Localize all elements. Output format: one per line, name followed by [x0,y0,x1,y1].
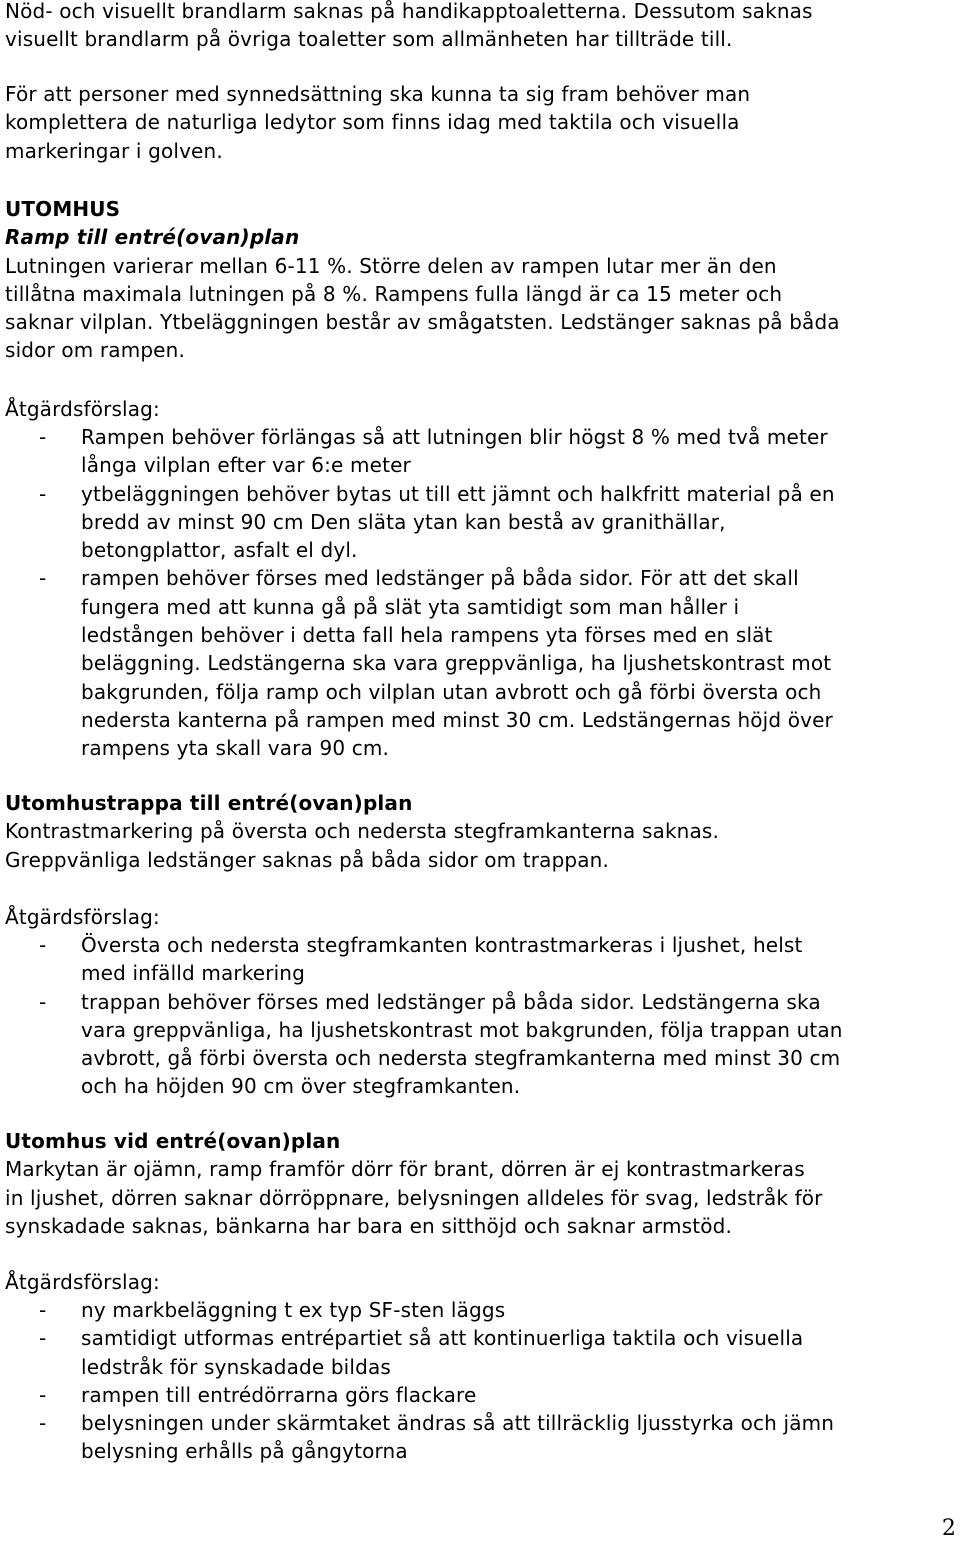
dash-bullet: - [39,1411,47,1436]
text-line: Kontrastmarkering på översta och nedersta stegframkanterna saknas. [5,819,719,844]
text-line: avbrott, gå förbi översta och nedersta stegframkanterna med minst 30 cm [81,1046,841,1071]
text-line: Nöd- och visuellt brandlarm saknas på handikapptoaletterna. Dessutom saknas [5,0,813,23]
text-line: synskadade saknas, bänkarna har bara en sitthöjd och saknar armstöd. [5,1213,732,1238]
page-number: 2 [941,1516,956,1541]
stairs-actions-list [5,931,960,1101]
stairs-heading: Utomhustrappa till entré(ovan)plan [5,791,413,815]
list-item [5,564,960,762]
text-line: beläggning. Ledstängerna ska vara greppvänliga, ha ljushetskontrast mot [81,651,832,676]
intro-paragraph-2 [5,80,960,165]
text-line: rampens yta skall vara 90 cm. [81,736,390,761]
text-line: samtidigt utformas entrépartiet så att kontinuerliga taktila och visuella [81,1326,804,1351]
ramp-section [5,195,960,365]
list-item [5,1324,960,1381]
stairs-actions-label [5,903,960,931]
entrance-actions-label [5,1268,960,1296]
text-line: saknar vilplan. Ytbeläggningen består av smågatsten. Ledstänger saknas på båda [5,310,840,335]
stairs-section [5,789,960,874]
text-line: För att personer med synnedsättning ska kunna ta sig fram behöver man [5,82,751,106]
list-item [5,988,960,1101]
list-item [5,1409,960,1466]
text-line: nedersta kanterna på rampen med minst 30 cm. Ledstängernas höjd över [81,707,833,732]
text-line: vara greppvänliga, ha ljushetskontrast mot bakgrunden, följa trappan utan [81,1017,843,1042]
text-line: sidor om rampen. [5,338,185,363]
entrance-actions-list [5,1296,960,1466]
intro-paragraph-1 [5,0,960,54]
actions-label: Åtgärdsförslag: [5,1270,160,1294]
text-line: Rampen behöver förlängas så att lutningen blir högst 8 % med två meter [81,425,828,449]
list-item [5,1381,960,1409]
list-item [5,480,960,565]
text-line: ledstråk för synskadade bildas [81,1354,391,1379]
text-line: ledstången behöver i detta fall hela rampens yta förses med en slät [81,623,773,648]
dash-bullet: - [39,425,47,449]
ramp-actions-list [5,423,960,763]
entrance-section [5,1127,960,1240]
list-item [5,1296,960,1324]
dash-bullet: - [39,989,47,1014]
actions-label: Åtgärdsförslag: [5,905,160,929]
text-line: Greppvänliga ledstänger saknas på båda sidor om trappan. [5,847,609,872]
text-line: tillåtna maximala lutningen på 8 %. Rampens fulla längd är ca 15 meter och [5,281,783,306]
text-line: med infälld markering [81,961,305,986]
list-item [5,931,960,988]
text-line: markeringar i golven. [5,138,223,163]
text-line: långa vilplan efter var 6:e meter [81,453,411,478]
text-line: Översta och nedersta stegframkanten kontrastmarkeras i ljushet, helst [81,933,803,957]
text-line: ytbeläggningen behöver bytas ut till ett jämnt och halkfritt material på en [81,481,835,506]
actions-label: Åtgärdsförslag: [5,397,160,421]
text-line: fungera med att kunna gå på slät yta samtidigt som man håller i [81,594,740,619]
dash-bullet: - [39,1382,47,1407]
ramp-actions-label [5,395,960,423]
dash-bullet: - [39,566,47,591]
text-line: bakgrunden, följa ramp och vilplan utan avbrott och gå förbi översta och [81,679,822,704]
text-line: in ljushet, dörren saknar dörröppnare, belysningen alldeles för svag, ledstråk för [5,1185,823,1210]
text-line: rampen behöver förses med ledstänger på båda sidor. För att det skall [81,566,799,591]
text-line: rampen till entrédörrarna görs flackare [81,1382,477,1407]
text-line: belysningen under skärmtaket ändras så att tillräcklig ljusstyrka och jämn [81,1411,835,1436]
dash-bullet: - [39,481,47,506]
dash-bullet: - [39,1298,47,1322]
text-line: komplettera de naturliga ledytor som finns idag med taktila och visuella [5,110,740,135]
text-line: Lutningen varierar mellan 6-11 %. Större delen av rampen lutar mer än den [5,253,777,278]
dash-bullet: - [39,933,47,957]
text-line: och ha höjden 90 cm över stegframkanten. [81,1074,521,1099]
dash-bullet: - [39,1326,47,1351]
text-line: ny markbeläggning t ex typ SF-sten läggs [81,1298,506,1322]
text-line: betongplattor, asfalt el dyl. [81,538,358,563]
text-line: bredd av minst 90 cm Den släta ytan kan bestå av granithällar, [81,509,726,534]
text-line: trappan behöver förses med ledstänger på båda sidor. Ledstängerna ska [81,989,821,1014]
text-line: Markytan är ojämn, ramp framför dörr för brant, dörren är ej kontrastmarkeras [5,1157,805,1182]
entrance-heading: Utomhus vid entré(ovan)plan [5,1129,341,1153]
section-title: UTOMHUS [5,197,121,221]
ramp-heading: Ramp till entré(ovan)plan [5,225,300,250]
text-line: visuellt brandlarm på övriga toaletter som allmänheten har tillträde till. [5,27,733,52]
text-line: belysning erhålls på gångytorna [81,1439,408,1464]
list-item [5,423,960,480]
